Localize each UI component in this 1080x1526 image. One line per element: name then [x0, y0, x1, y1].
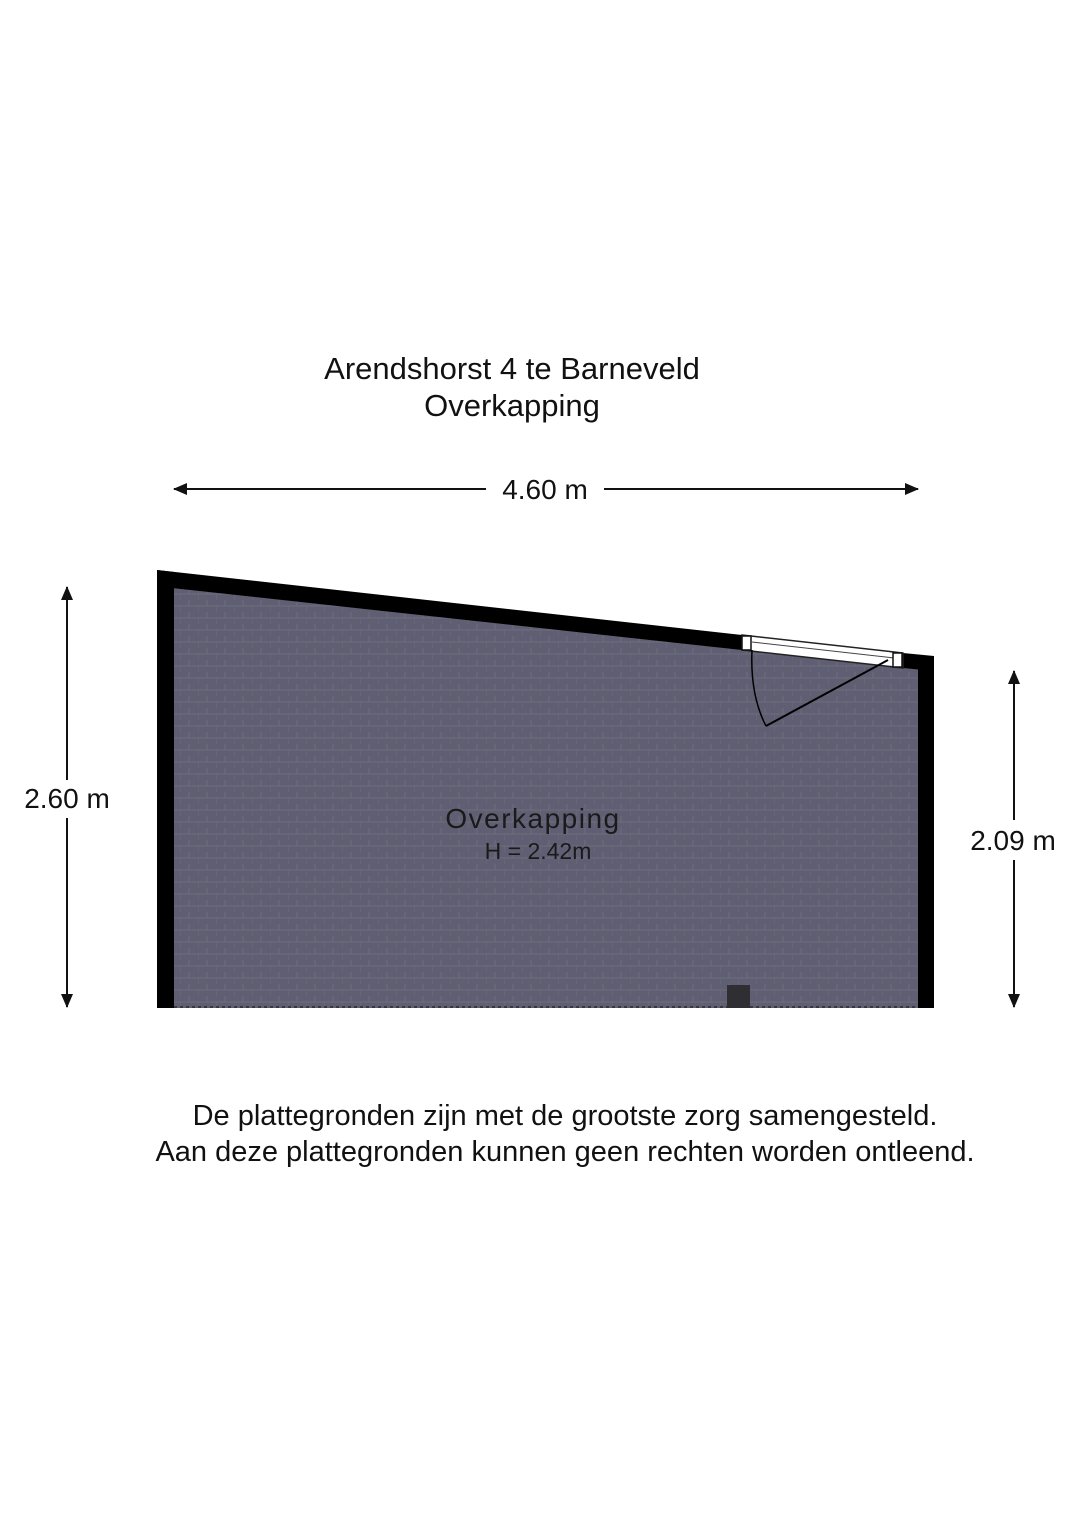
wall-right: [918, 656, 934, 1008]
support-post: [727, 985, 750, 1008]
room-name-label: Overkapping: [445, 803, 621, 834]
width-dimension-label: 4.60 m: [502, 474, 588, 505]
door-jamb-left: [742, 636, 751, 650]
right-height-dimension: [970, 671, 1056, 1007]
wall-left: [157, 570, 174, 1008]
disclaimer-line-2: Aan deze plattegronden kunnen geen rechten worden ontleend.: [155, 1136, 975, 1168]
room-height-label: H = 2.42m: [484, 838, 592, 864]
disclaimer-line-1: De plattegronden zijn met de grootste zorg samengesteld.: [192, 1100, 938, 1132]
door-jamb-right: [893, 653, 902, 667]
right-height-label: 2.09 m: [970, 825, 1056, 856]
width-dimension: [174, 474, 918, 505]
plan-title-floor: Overkapping: [424, 388, 600, 423]
plan-title-address: Arendshorst 4 te Barneveld: [324, 351, 700, 386]
left-height-label: 2.60 m: [24, 783, 110, 814]
left-height-dimension: [24, 587, 110, 1007]
